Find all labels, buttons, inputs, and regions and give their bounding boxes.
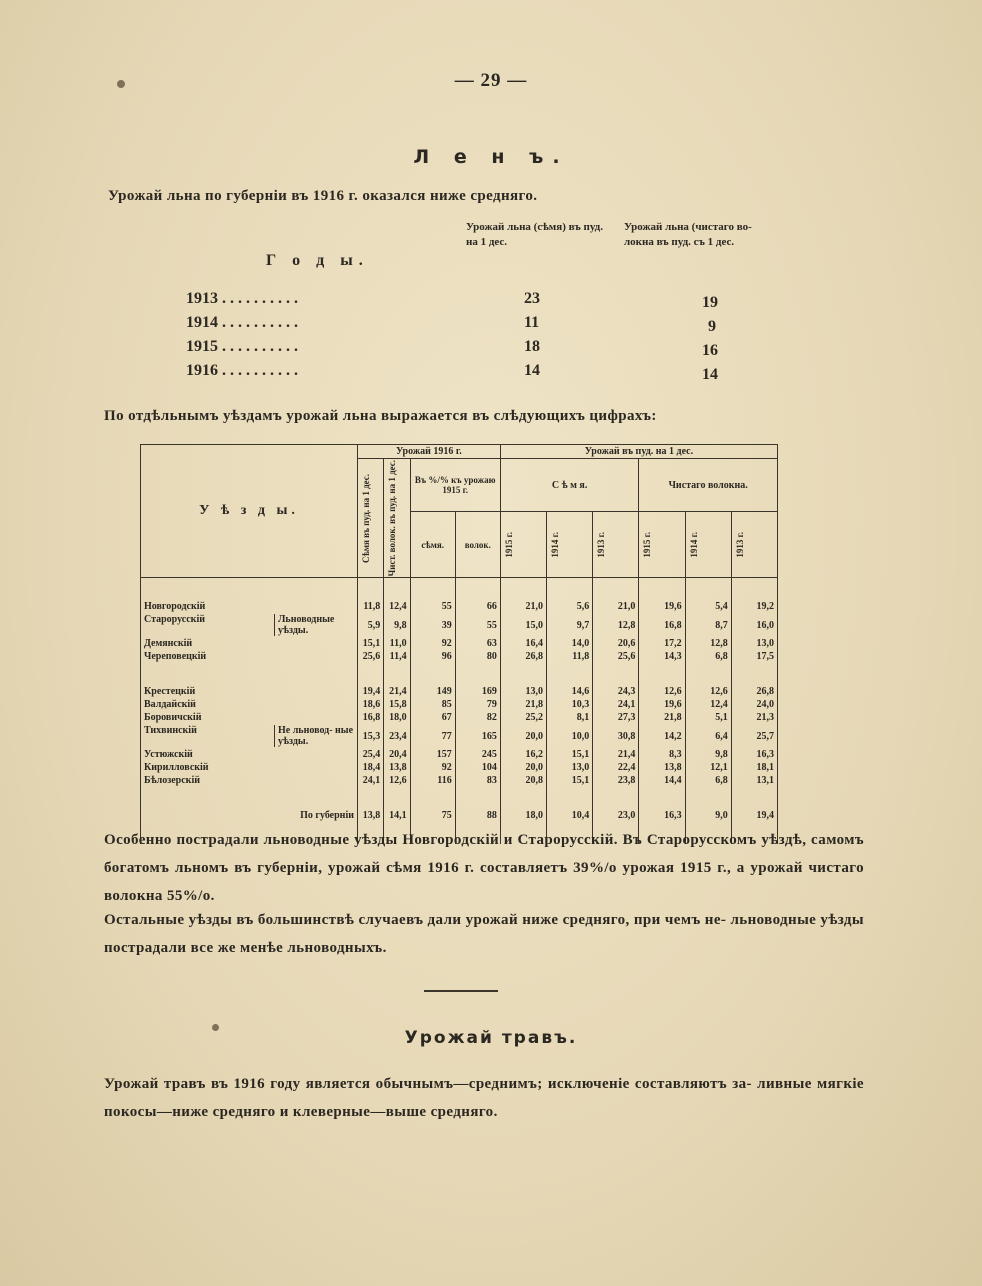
fiber-value: 19 bbox=[702, 294, 718, 311]
value-cell: 19,6 bbox=[639, 600, 685, 613]
value-cell: 15,8 bbox=[384, 698, 410, 711]
col-fiber-header: Урожай льна (чистаго во- локна въ пуд. съ 1 дес. bbox=[624, 221, 752, 248]
group-label: Льноводные уѣзды. bbox=[274, 614, 354, 636]
value-cell: 5,1 bbox=[685, 711, 731, 724]
value-cell: 5,6 bbox=[547, 600, 593, 613]
value-cell: 16,8 bbox=[639, 613, 685, 637]
value-cell: 24,0 bbox=[731, 698, 777, 711]
paragraph: Остальные уѣзды въ большинствѣ случаевъ дали урожай ниже средняго, при чемъ не- льноводные уѣзды пострадали все же менѣе льноводныхъ. bbox=[104, 912, 864, 956]
district-name: Новгородскій bbox=[144, 601, 206, 613]
value-cell: 8,1 bbox=[547, 711, 593, 724]
value-cell: 92 bbox=[410, 637, 455, 650]
value-cell: 12,4 bbox=[384, 600, 410, 613]
table-row bbox=[141, 600, 778, 613]
value-cell: 19,4 bbox=[731, 809, 777, 822]
table-row bbox=[141, 809, 778, 822]
district-name-cell bbox=[141, 613, 358, 637]
value-cell: 15,1 bbox=[547, 774, 593, 787]
value-cell: 17,2 bbox=[639, 637, 685, 650]
value-cell: 13,0 bbox=[547, 761, 593, 774]
value-cell: 18,4 bbox=[357, 761, 383, 774]
value-cell: 15,3 bbox=[357, 724, 383, 748]
district-name: Бѣлозерскій bbox=[144, 775, 200, 787]
value-cell: 19,6 bbox=[639, 698, 685, 711]
section-title-grass: Урожай травъ. bbox=[404, 1028, 578, 1048]
district-name: Устюжскій bbox=[144, 749, 193, 761]
value-cell: 165 bbox=[455, 724, 500, 748]
th-semya: сѣмя. bbox=[410, 512, 455, 578]
th-year: 1913 г. bbox=[731, 512, 777, 578]
value-cell: 67 bbox=[410, 711, 455, 724]
value-cell: 24,3 bbox=[593, 685, 639, 698]
value-cell: 80 bbox=[455, 650, 500, 663]
fiber-value: 16 bbox=[702, 342, 718, 359]
year-row bbox=[186, 314, 298, 332]
value-cell: 21,4 bbox=[593, 748, 639, 761]
dot-leader: . . . . . . . . . . bbox=[218, 338, 298, 355]
value-cell: 13,1 bbox=[731, 774, 777, 787]
value-cell: 15,1 bbox=[357, 637, 383, 650]
district-name-cell bbox=[141, 724, 358, 748]
value-cell: 23,8 bbox=[593, 774, 639, 787]
seed-value: 14 bbox=[524, 362, 540, 379]
value-cell: 6,8 bbox=[685, 650, 731, 663]
year-label: 1913 bbox=[186, 290, 218, 307]
table-row bbox=[141, 748, 778, 761]
value-cell: 19,4 bbox=[357, 685, 383, 698]
table-row bbox=[141, 685, 778, 698]
table-row bbox=[141, 650, 778, 663]
th-1916: Урожай 1916 г. bbox=[357, 445, 500, 459]
section-title-flax: Л е н ъ. bbox=[413, 146, 569, 168]
value-cell: 13,8 bbox=[384, 761, 410, 774]
value-cell: 92 bbox=[410, 761, 455, 774]
value-cell: 79 bbox=[455, 698, 500, 711]
value-cell: 39 bbox=[410, 613, 455, 637]
value-cell: 18,0 bbox=[384, 711, 410, 724]
year-row bbox=[186, 338, 298, 356]
value-cell: 21,0 bbox=[500, 600, 546, 613]
district-name-cell bbox=[141, 748, 358, 761]
th-fiber-pud: Чист. волок. въ пуд. на 1 дес. bbox=[384, 459, 410, 578]
value-cell: 21,4 bbox=[384, 685, 410, 698]
district-name: Череповецкій bbox=[144, 651, 207, 663]
value-cell: 245 bbox=[455, 748, 500, 761]
value-cell: 12,6 bbox=[685, 685, 731, 698]
value-cell: 20,8 bbox=[500, 774, 546, 787]
value-cell: 12,6 bbox=[639, 685, 685, 698]
district-name-cell bbox=[141, 685, 358, 698]
value-cell: 15,0 bbox=[500, 613, 546, 637]
value-cell: 83 bbox=[455, 774, 500, 787]
year-label: 1915 bbox=[186, 338, 218, 355]
value-cell: 12,6 bbox=[384, 774, 410, 787]
th-year: 1915 г. bbox=[500, 512, 546, 578]
value-cell: 11,0 bbox=[384, 637, 410, 650]
value-cell: 21,8 bbox=[639, 711, 685, 724]
value-cell: 10,4 bbox=[547, 809, 593, 822]
value-cell: 14,6 bbox=[547, 685, 593, 698]
district-name: Боровичскій bbox=[144, 712, 202, 724]
value-cell: 20,0 bbox=[500, 724, 546, 748]
value-cell: 21,0 bbox=[593, 600, 639, 613]
table-row bbox=[141, 761, 778, 774]
value-cell: 25,6 bbox=[593, 650, 639, 663]
value-cell: 20,4 bbox=[384, 748, 410, 761]
value-cell: 18,0 bbox=[500, 809, 546, 822]
value-cell: 11,8 bbox=[547, 650, 593, 663]
value-cell: 6,4 bbox=[685, 724, 731, 748]
spacer-row bbox=[141, 578, 778, 601]
year-label: 1914 bbox=[186, 314, 218, 331]
value-cell: 18,6 bbox=[357, 698, 383, 711]
value-cell: 8,7 bbox=[685, 613, 731, 637]
value-cell: 21,8 bbox=[500, 698, 546, 711]
th-volok: волок. bbox=[455, 512, 500, 578]
value-cell: 55 bbox=[410, 600, 455, 613]
value-cell: 15,1 bbox=[547, 748, 593, 761]
table-row bbox=[141, 774, 778, 787]
value-cell: 12,8 bbox=[593, 613, 639, 637]
table-row bbox=[141, 711, 778, 724]
district-name-cell bbox=[141, 698, 358, 711]
value-cell: 66 bbox=[455, 600, 500, 613]
value-cell: 9,8 bbox=[384, 613, 410, 637]
district-name: Кирилловскій bbox=[144, 762, 209, 774]
value-cell: 157 bbox=[410, 748, 455, 761]
value-cell: 16,0 bbox=[731, 613, 777, 637]
th-seed-group: С ѣ м я. bbox=[500, 459, 639, 512]
value-cell: 9,7 bbox=[547, 613, 593, 637]
value-cell: 17,5 bbox=[731, 650, 777, 663]
value-cell: 10,0 bbox=[547, 724, 593, 748]
value-cell: 12,4 bbox=[685, 698, 731, 711]
th-pud: Урожай въ пуд. на 1 дес. bbox=[500, 445, 777, 459]
value-cell: 169 bbox=[455, 685, 500, 698]
divider-rule bbox=[424, 990, 498, 992]
value-cell: 104 bbox=[455, 761, 500, 774]
value-cell: 82 bbox=[455, 711, 500, 724]
district-name: Крестецкій bbox=[144, 686, 196, 698]
th-year: 1913 г. bbox=[593, 512, 639, 578]
page-number: — 29 — bbox=[454, 70, 528, 91]
value-cell: 5,4 bbox=[685, 600, 731, 613]
spacer-row bbox=[141, 787, 778, 809]
value-cell: 13,8 bbox=[639, 761, 685, 774]
value-cell: 18,1 bbox=[731, 761, 777, 774]
value-cell: 26,8 bbox=[500, 650, 546, 663]
value-cell: 96 bbox=[410, 650, 455, 663]
table-row bbox=[141, 613, 778, 637]
th-pct: Въ %/% къ урожаю 1915 г. bbox=[410, 459, 500, 512]
value-cell: 77 bbox=[410, 724, 455, 748]
value-cell: 25,4 bbox=[357, 748, 383, 761]
value-cell: 9,8 bbox=[685, 748, 731, 761]
year-row bbox=[186, 362, 298, 380]
year-label: 1916 bbox=[186, 362, 218, 379]
value-cell: 23,0 bbox=[593, 809, 639, 822]
th-year: 1914 г. bbox=[547, 512, 593, 578]
fiber-value: 9 bbox=[708, 318, 716, 335]
value-cell: 11,4 bbox=[384, 650, 410, 663]
value-cell: 11,8 bbox=[357, 600, 383, 613]
value-cell: 55 bbox=[455, 613, 500, 637]
value-cell: 8,3 bbox=[639, 748, 685, 761]
value-cell: 23,4 bbox=[384, 724, 410, 748]
value-cell: 14,4 bbox=[639, 774, 685, 787]
value-cell: 26,8 bbox=[731, 685, 777, 698]
value-cell: 13,0 bbox=[500, 685, 546, 698]
value-cell: 9,0 bbox=[685, 809, 731, 822]
value-cell: 14,1 bbox=[384, 809, 410, 822]
value-cell: 20,6 bbox=[593, 637, 639, 650]
value-cell: 10,3 bbox=[547, 698, 593, 711]
value-cell: 116 bbox=[410, 774, 455, 787]
table-body bbox=[141, 578, 778, 845]
value-cell: 16,3 bbox=[731, 748, 777, 761]
value-cell: 63 bbox=[455, 637, 500, 650]
value-cell: 12,8 bbox=[685, 637, 731, 650]
year-row bbox=[186, 290, 298, 308]
value-cell: 16,8 bbox=[357, 711, 383, 724]
value-cell: 25,6 bbox=[357, 650, 383, 663]
th-uezdy: У ѣ з д ы. bbox=[141, 445, 358, 578]
district-yield-table bbox=[140, 444, 778, 822]
value-cell: 25,2 bbox=[500, 711, 546, 724]
value-cell: 19,2 bbox=[731, 600, 777, 613]
col-seed-header: Урожай льна (сѣмя) въ пуд. на 1 дес. bbox=[466, 221, 603, 248]
paragraph: Особенно пострадали льноводные уѣзды Новгородскій и Старорусскій. Въ Старорусскомъ уѣздѣ, самомъ богатомъ льномъ въ губерніи, урожай сѣмя 1916 г. составляетъ 39%/о урожая 1915 г., а урожай чистаго волокна 55%/о. bbox=[104, 832, 864, 904]
district-name: Демянскій bbox=[144, 638, 193, 650]
table-row bbox=[141, 698, 778, 711]
th-year: 1914 г. bbox=[685, 512, 731, 578]
value-cell: 88 bbox=[455, 809, 500, 822]
district-name-cell bbox=[141, 711, 358, 724]
district-name-cell bbox=[141, 774, 358, 787]
value-cell: 5,9 bbox=[357, 613, 383, 637]
value-cell: 16,4 bbox=[500, 637, 546, 650]
th-year: 1915 г. bbox=[639, 512, 685, 578]
district-name-cell bbox=[141, 761, 358, 774]
district-name-cell bbox=[141, 600, 358, 613]
value-cell: 21,3 bbox=[731, 711, 777, 724]
dot-leader: . . . . . . . . . . bbox=[218, 290, 298, 307]
intro-text: Урожай льна по губерніи въ 1916 г. оказался ниже средняго. bbox=[108, 188, 538, 204]
value-cell: 149 bbox=[410, 685, 455, 698]
fiber-value: 14 bbox=[702, 366, 718, 383]
dot-leader: . . . . . . . . . . bbox=[218, 314, 298, 331]
value-cell: 20,0 bbox=[500, 761, 546, 774]
value-cell: 13,0 bbox=[731, 637, 777, 650]
value-cell: 24,1 bbox=[593, 698, 639, 711]
value-cell: 16,2 bbox=[500, 748, 546, 761]
district-name: Старорусскій bbox=[144, 614, 205, 626]
value-cell: 16,3 bbox=[639, 809, 685, 822]
value-cell: 25,7 bbox=[731, 724, 777, 748]
group-label: Не льновод- ные уѣзды. bbox=[274, 725, 354, 747]
value-cell: 14,2 bbox=[639, 724, 685, 748]
district-name-cell bbox=[141, 809, 358, 822]
value-cell: 24,1 bbox=[357, 774, 383, 787]
value-cell: 6,8 bbox=[685, 774, 731, 787]
grass-text: Урожай травъ въ 1916 году является обычнымъ—среднимъ; исключеніе составляютъ за- ливные мягкіе покосы—ниже средняго и клеверные—выше средняго. bbox=[104, 1076, 864, 1120]
value-cell: 85 bbox=[410, 698, 455, 711]
district-name: Валдайскій bbox=[144, 699, 196, 711]
seed-value: 23 bbox=[524, 290, 540, 307]
seed-value: 11 bbox=[524, 314, 540, 331]
spacer-row bbox=[141, 663, 778, 685]
district-name: По губерніи bbox=[300, 810, 354, 822]
value-cell: 75 bbox=[410, 809, 455, 822]
district-name: Тихвинскій bbox=[144, 725, 197, 737]
table-row bbox=[141, 724, 778, 748]
district-name-cell bbox=[141, 650, 358, 663]
table-row bbox=[141, 637, 778, 650]
th-seed-pud: Сѣмя въ пуд. на 1 дес. bbox=[357, 459, 383, 578]
col-years-header: Г о д ы. bbox=[266, 252, 369, 269]
value-cell: 22,4 bbox=[593, 761, 639, 774]
value-cell: 30,8 bbox=[593, 724, 639, 748]
value-cell: 27,3 bbox=[593, 711, 639, 724]
table-intro: По отдѣльнымъ уѣздамъ урожай льна выражается въ слѣдующихъ цифрахъ: bbox=[104, 408, 657, 424]
district-name-cell bbox=[141, 637, 358, 650]
dot-leader: . . . . . . . . . . bbox=[218, 362, 298, 379]
value-cell: 12,1 bbox=[685, 761, 731, 774]
value-cell: 14,0 bbox=[547, 637, 593, 650]
value-cell: 13,8 bbox=[357, 809, 383, 822]
seed-value: 18 bbox=[524, 338, 540, 355]
value-cell: 14,3 bbox=[639, 650, 685, 663]
th-fiber-group: Чистаго волокна. bbox=[639, 459, 778, 512]
